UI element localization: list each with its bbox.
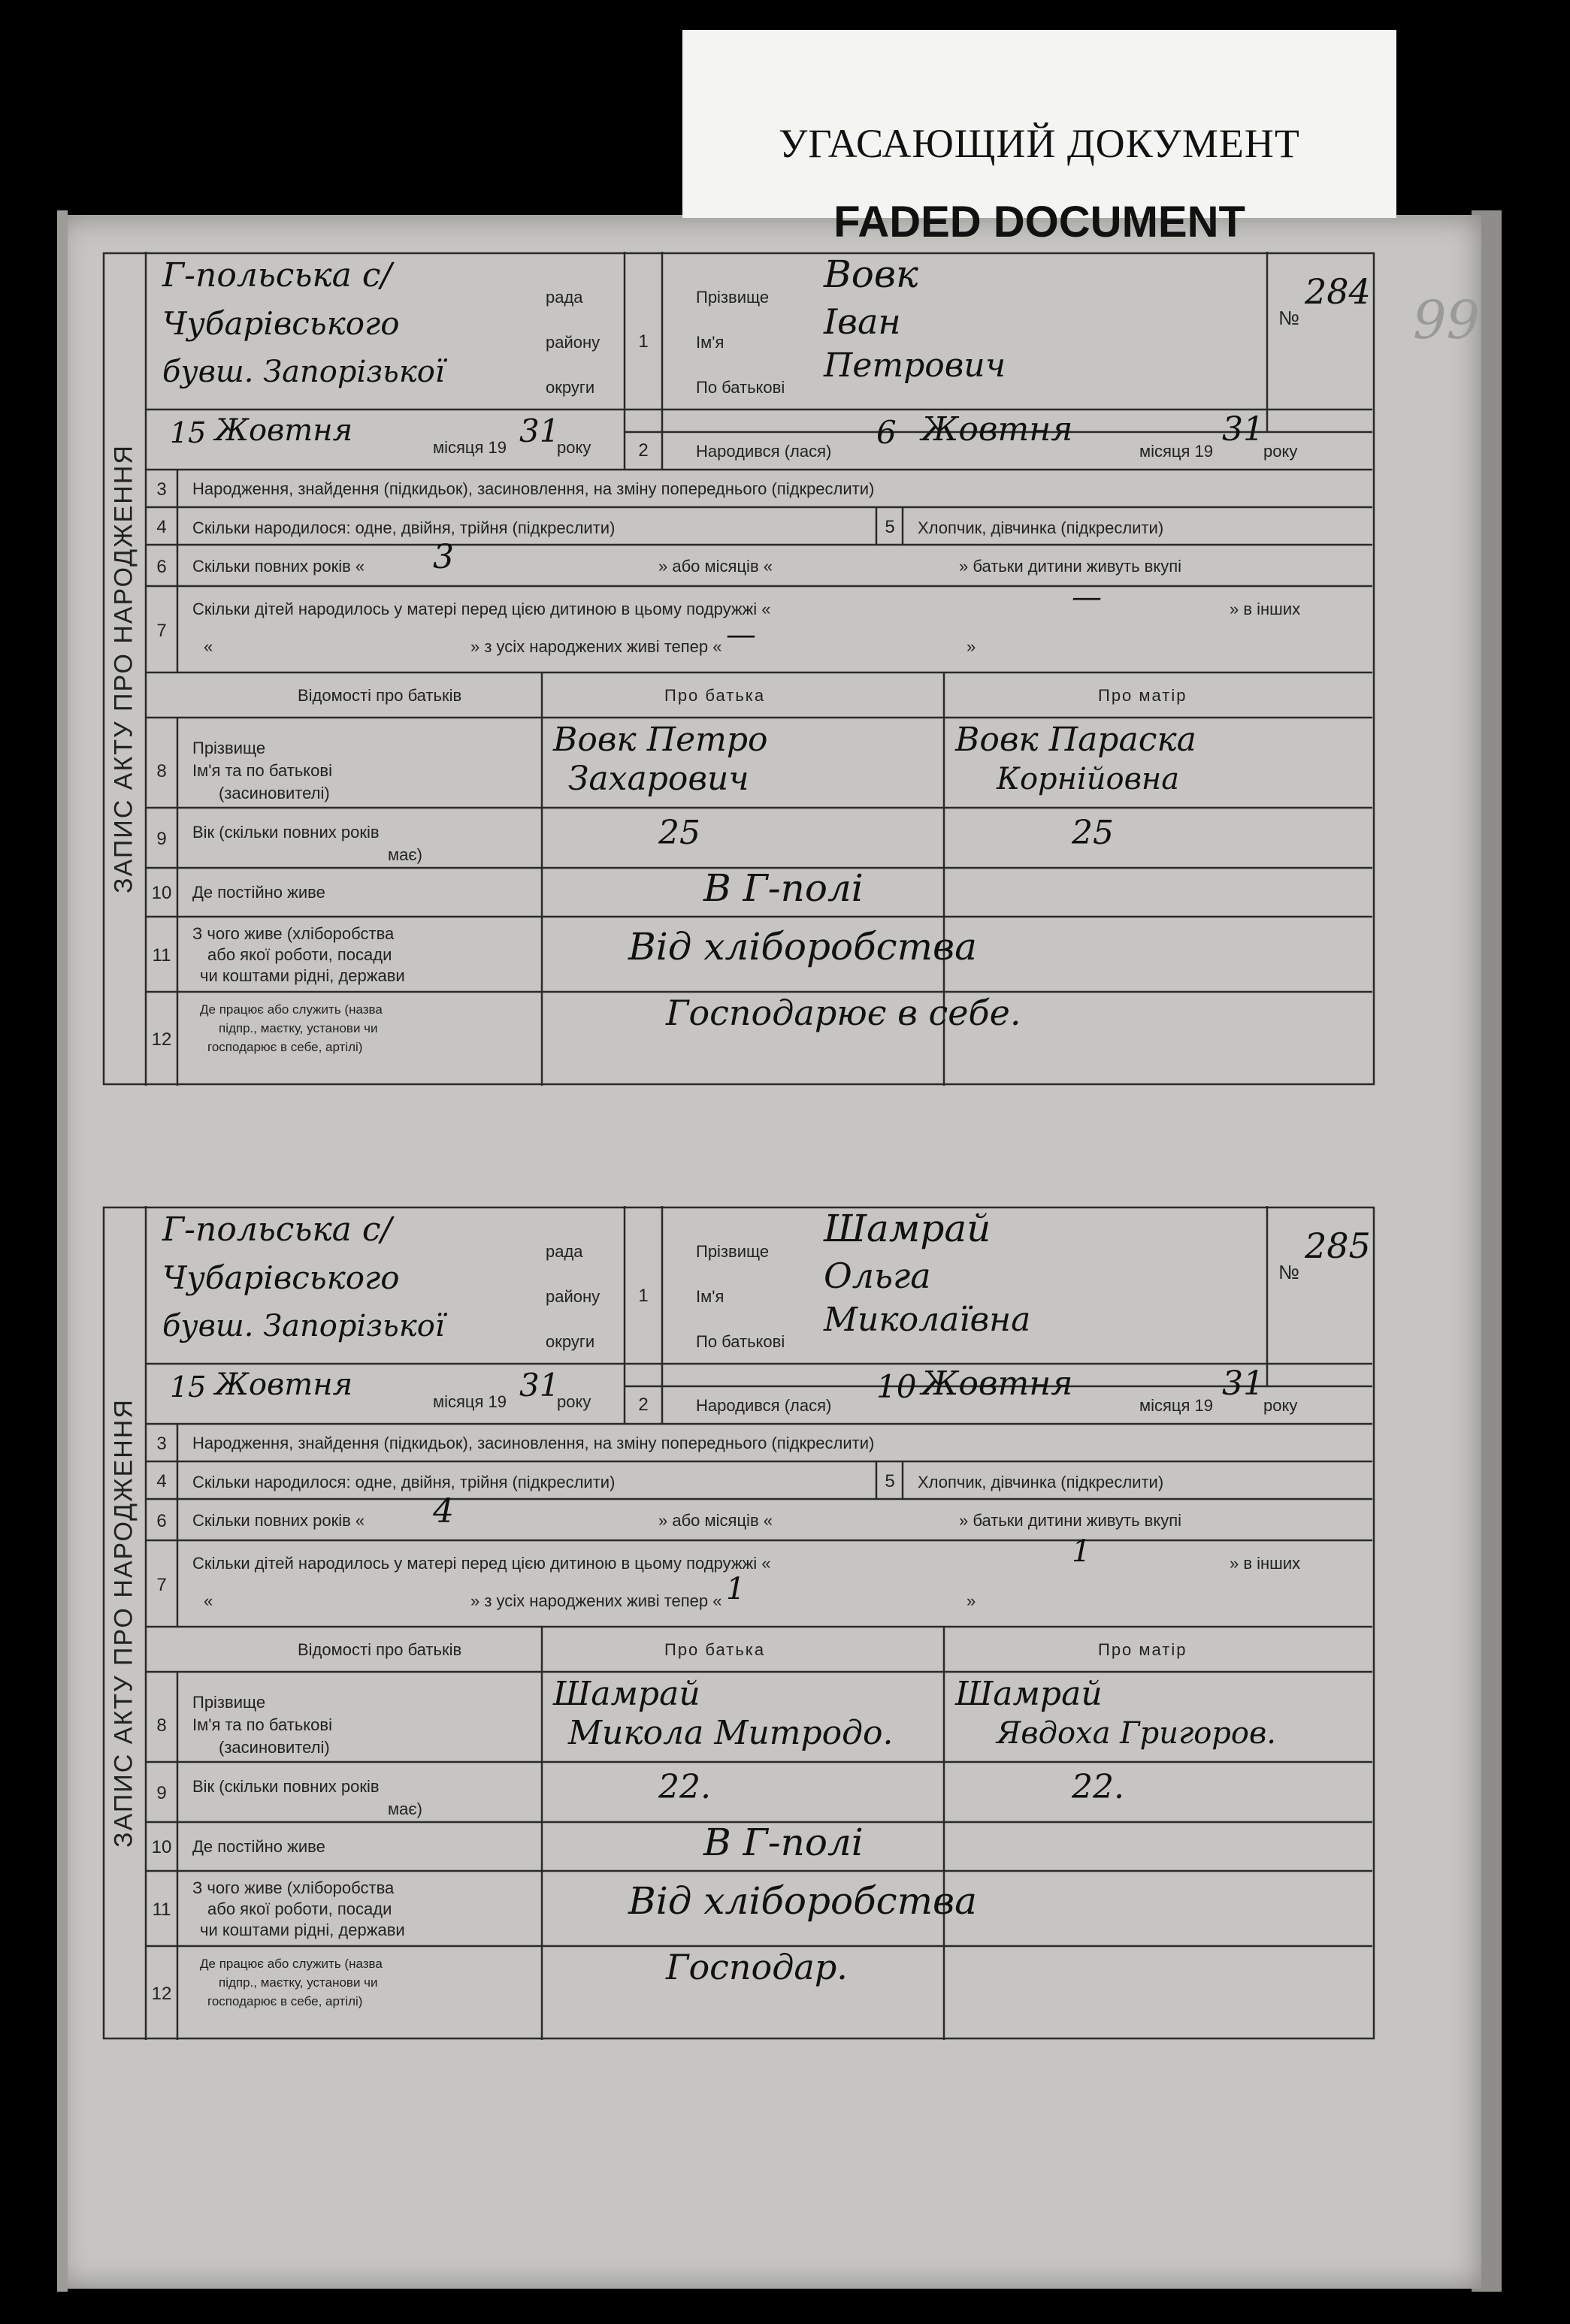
father-name-line2: Микола Митродо. bbox=[568, 1714, 894, 1752]
reg-roku: року bbox=[557, 438, 591, 457]
reg-day: 15 bbox=[170, 1371, 207, 1404]
father-age: 25 bbox=[658, 814, 700, 852]
birth-record-1 bbox=[102, 252, 1375, 1086]
raion-suffix: району bbox=[546, 333, 600, 352]
mother-name-line1: Шамрай bbox=[955, 1675, 1103, 1713]
r11-line2: або якої роботи, посади bbox=[207, 945, 392, 964]
birth-month: Жовтня bbox=[921, 410, 1073, 449]
name-value: Ольга bbox=[824, 1256, 931, 1296]
birth-day: 6 bbox=[876, 414, 897, 451]
r10-text: Де постійно живе bbox=[192, 883, 325, 902]
vidomosti-header: Відомості про батьків bbox=[298, 686, 462, 705]
label-imya: Ім'я bbox=[696, 333, 724, 352]
row5-text: Хлопчик, дівчинка (підкреслити) bbox=[918, 1473, 1164, 1491]
r8-line1: Прізвище bbox=[192, 739, 266, 757]
rada-suffix: рада bbox=[546, 1242, 583, 1261]
pro-batka-header: Про батька bbox=[664, 1640, 766, 1659]
row4-text: Скільки народилося: одне, двійня, трійня (підкреслити) bbox=[192, 518, 616, 537]
label-prizvyshche: Прізвище bbox=[696, 1242, 770, 1261]
row6-a: Скільки повних років « bbox=[192, 557, 365, 576]
row-number-10: 10 bbox=[151, 883, 172, 903]
patronymic-value: Миколаївна bbox=[824, 1301, 1031, 1339]
r10-text: Де постійно живе bbox=[192, 1837, 325, 1856]
birth-year: 31 bbox=[1222, 410, 1264, 449]
livelihood-value: Від хліборобства bbox=[628, 925, 977, 969]
father-age: 22. bbox=[658, 1768, 711, 1806]
record-number: 284 bbox=[1305, 271, 1371, 312]
r8-line3: (засиновителі) bbox=[219, 784, 330, 802]
row-number-4: 4 bbox=[156, 1471, 167, 1491]
row-number-4: 4 bbox=[156, 517, 167, 537]
years-together-value: 4 bbox=[433, 1492, 454, 1531]
raion-value: Чубарівського bbox=[162, 1259, 400, 1296]
birth-roku: року bbox=[1263, 1396, 1298, 1415]
years-together-value: 3 bbox=[433, 538, 454, 576]
r11-line1: З чого живе (хліборобства bbox=[192, 924, 395, 943]
birth-record-2 bbox=[102, 1206, 1375, 2040]
row7-b: » в інших bbox=[1230, 600, 1301, 618]
page-fold bbox=[57, 210, 68, 2292]
row-number-2: 2 bbox=[638, 1395, 649, 1415]
row4-text: Скільки народилося: одне, двійня, трійня (підкреслити) bbox=[192, 1473, 616, 1491]
row7-d: » з усіх народжених живі тепер « bbox=[470, 637, 722, 656]
birth-year: 31 bbox=[1222, 1364, 1264, 1403]
surname-value: Вовк bbox=[824, 252, 918, 296]
father-name-line2: Захарович bbox=[568, 760, 749, 798]
r9-line1: Вік (скільки повних років bbox=[192, 1777, 380, 1796]
name-value: Іван bbox=[824, 301, 901, 342]
row-number-8: 8 bbox=[156, 761, 167, 781]
okruha-suffix: округи bbox=[546, 378, 595, 397]
surname-value: Шамрай bbox=[824, 1207, 991, 1250]
row3-text: Народження, знайдення (підкидьок), засиновлення, на зміну попереднього (підкреслити) bbox=[192, 1434, 875, 1452]
patronymic-value: Петрович bbox=[824, 346, 1006, 385]
row7-e: » bbox=[967, 637, 976, 656]
pro-batka-header: Про батька bbox=[664, 686, 766, 705]
r12-line2: підпр., маєтку, установи чи bbox=[219, 1021, 378, 1035]
row-number-9: 9 bbox=[156, 829, 167, 849]
row5-text: Хлопчик, дівчинка (підкреслити) bbox=[918, 518, 1164, 537]
row3-text: Народження, знайдення (підкидьок), засиновлення, на зміну попереднього (підкреслити) bbox=[192, 479, 875, 498]
r8-line1: Прізвище bbox=[192, 1693, 266, 1712]
birth-day: 10 bbox=[876, 1368, 917, 1405]
row-number-6: 6 bbox=[156, 1511, 167, 1531]
r11-line2: або якої роботи, посади bbox=[207, 1899, 392, 1918]
r11-line3: чи коштами рідні, держави bbox=[200, 966, 405, 985]
mother-name-line2: Корнійовна bbox=[997, 762, 1180, 796]
rada-value: Г-польська с/ bbox=[162, 256, 392, 295]
raion-value: Чубарівського bbox=[162, 305, 400, 342]
mother-age: 25 bbox=[1072, 814, 1114, 852]
row7-a: Скільки дітей народилось у матері перед цією дитиною в цьому подружжі « bbox=[192, 1554, 771, 1573]
r9-line2: має) bbox=[388, 1800, 422, 1818]
father-name-line1: Вовк Петро bbox=[553, 721, 768, 759]
reg-misyatsya: місяця 19 bbox=[433, 1392, 507, 1411]
okruha-suffix: округи bbox=[546, 1332, 595, 1351]
children-alive-value: — bbox=[726, 618, 756, 652]
r11-line1: З чого живе (хліборобства bbox=[192, 1878, 395, 1897]
reg-misyatsya: місяця 19 bbox=[433, 438, 507, 457]
row-number-11: 11 bbox=[152, 1899, 171, 1920]
row6-a: Скільки повних років « bbox=[192, 1511, 365, 1530]
r12-line1: Де працює або служить (назва bbox=[200, 1002, 383, 1017]
okruha-value: бувш. Запорізької bbox=[162, 1309, 445, 1343]
reg-month: Жовтня bbox=[215, 1368, 353, 1402]
reg-year: 31 bbox=[519, 1367, 560, 1404]
children-this-value: — bbox=[1072, 580, 1102, 615]
row7-c: « bbox=[204, 637, 213, 656]
row-number-10: 10 bbox=[151, 1837, 172, 1857]
work-value: Господар. bbox=[666, 1947, 848, 1987]
children-this-value: 1 bbox=[1072, 1534, 1091, 1569]
row6-c: » батьки дитини живуть вкупі bbox=[959, 1511, 1182, 1530]
number-prefix: № bbox=[1278, 307, 1299, 329]
okruha-value: бувш. Запорізької bbox=[162, 355, 445, 389]
r12-line1: Де працює або служить (назва bbox=[200, 1957, 383, 1971]
faded-document-label bbox=[682, 30, 1396, 246]
mother-name-line1: Вовк Параска bbox=[955, 721, 1196, 759]
row-number-5: 5 bbox=[885, 1471, 895, 1491]
vertical-title-text: ЗАПИС АКТУ ПРО НАРОДЖЕННЯ bbox=[109, 444, 138, 893]
label-english: FADED DOCUMENT bbox=[833, 198, 1245, 246]
vertical-title bbox=[102, 252, 146, 1086]
number-prefix: № bbox=[1278, 1261, 1299, 1283]
residence-value: В Г-полі bbox=[703, 866, 864, 910]
row-number-11: 11 bbox=[152, 945, 171, 966]
r8-line2: Ім'я та по батькові bbox=[192, 1715, 332, 1734]
reg-year: 31 bbox=[519, 413, 560, 449]
label-po-batkovi: По батькові bbox=[696, 1332, 785, 1351]
row-number-2: 2 bbox=[638, 440, 649, 461]
livelihood-value: Від хліборобства bbox=[628, 1879, 977, 1923]
rada-suffix: рада bbox=[546, 288, 583, 307]
label-imya: Ім'я bbox=[696, 1287, 724, 1306]
label-russian: УГАСАЮЩИЙ ДОКУМЕНТ bbox=[779, 121, 1300, 166]
vertical-title bbox=[102, 1206, 146, 2040]
row-number-1: 1 bbox=[638, 1286, 649, 1306]
residence-value: В Г-полі bbox=[703, 1821, 864, 1864]
label-narodyvsia: Народився (лася) bbox=[696, 442, 832, 461]
row-number-7: 7 bbox=[156, 621, 167, 641]
label-prizvyshche: Прізвище bbox=[696, 288, 770, 307]
row-number-8: 8 bbox=[156, 1715, 167, 1736]
row-number-7: 7 bbox=[156, 1575, 167, 1595]
row-number-6: 6 bbox=[156, 557, 167, 577]
reg-month: Жовтня bbox=[215, 413, 353, 448]
mother-age: 22. bbox=[1072, 1768, 1124, 1806]
row-number-3: 3 bbox=[156, 1434, 167, 1454]
birth-roku: року bbox=[1263, 442, 1298, 461]
row6-b: » або місяців « bbox=[658, 557, 773, 576]
birth-month: Жовтня bbox=[921, 1364, 1073, 1403]
row7-b: » в інших bbox=[1230, 1554, 1301, 1573]
row-number-9: 9 bbox=[156, 1783, 167, 1803]
row-number-12: 12 bbox=[151, 1984, 172, 2004]
row7-c: « bbox=[204, 1591, 213, 1610]
reg-roku: року bbox=[557, 1392, 591, 1411]
row7-a: Скільки дітей народилось у матері перед цією дитиною в цьому подружжі « bbox=[192, 600, 771, 618]
label-narodyvsia: Народився (лася) bbox=[696, 1396, 832, 1415]
page-number: 99 bbox=[1413, 289, 1481, 351]
rada-value: Г-польська с/ bbox=[162, 1210, 392, 1249]
r9-line1: Вік (скільки повних років bbox=[192, 823, 380, 842]
vidomosti-header: Відомості про батьків bbox=[298, 1640, 462, 1659]
row7-d: » з усіх народжених живі тепер « bbox=[470, 1591, 722, 1610]
r12-line3: господарює в себе, артілі) bbox=[207, 1994, 363, 2008]
raion-suffix: району bbox=[546, 1287, 600, 1306]
birth-misyatsya: місяця 19 bbox=[1139, 442, 1214, 461]
row-number-3: 3 bbox=[156, 479, 167, 500]
r8-line2: Ім'я та по батькові bbox=[192, 761, 332, 780]
vertical-title-text: ЗАПИС АКТУ ПРО НАРОДЖЕННЯ bbox=[109, 1398, 138, 1848]
row7-e: » bbox=[967, 1591, 976, 1610]
r8-line3: (засиновителі) bbox=[219, 1738, 330, 1757]
label-po-batkovi: По батькові bbox=[696, 378, 785, 397]
row-number-12: 12 bbox=[151, 1029, 172, 1050]
r9-line2: має) bbox=[388, 845, 422, 864]
children-alive-value: 1 bbox=[726, 1572, 746, 1606]
r12-line3: господарює в себе, артілі) bbox=[207, 1040, 363, 1054]
mother-name-line2: Явдоха Григоров. bbox=[997, 1716, 1276, 1751]
birth-misyatsya: місяця 19 bbox=[1139, 1396, 1214, 1415]
row-number-5: 5 bbox=[885, 517, 895, 537]
r12-line2: підпр., маєтку, установи чи bbox=[219, 1975, 378, 1990]
pro-matir-header: Про матір bbox=[1098, 686, 1187, 705]
row6-c: » батьки дитини живуть вкупі bbox=[959, 557, 1182, 576]
row-number-1: 1 bbox=[638, 331, 649, 352]
work-value: Господарює в себе. bbox=[666, 993, 1021, 1033]
pro-matir-header: Про матір bbox=[1098, 1640, 1187, 1659]
row6-b: » або місяців « bbox=[658, 1511, 773, 1530]
reg-day: 15 bbox=[170, 416, 207, 449]
r11-line3: чи коштами рідні, держави bbox=[200, 1921, 405, 1939]
father-name-line1: Шамрай bbox=[553, 1675, 700, 1713]
record-number: 285 bbox=[1305, 1225, 1371, 1266]
